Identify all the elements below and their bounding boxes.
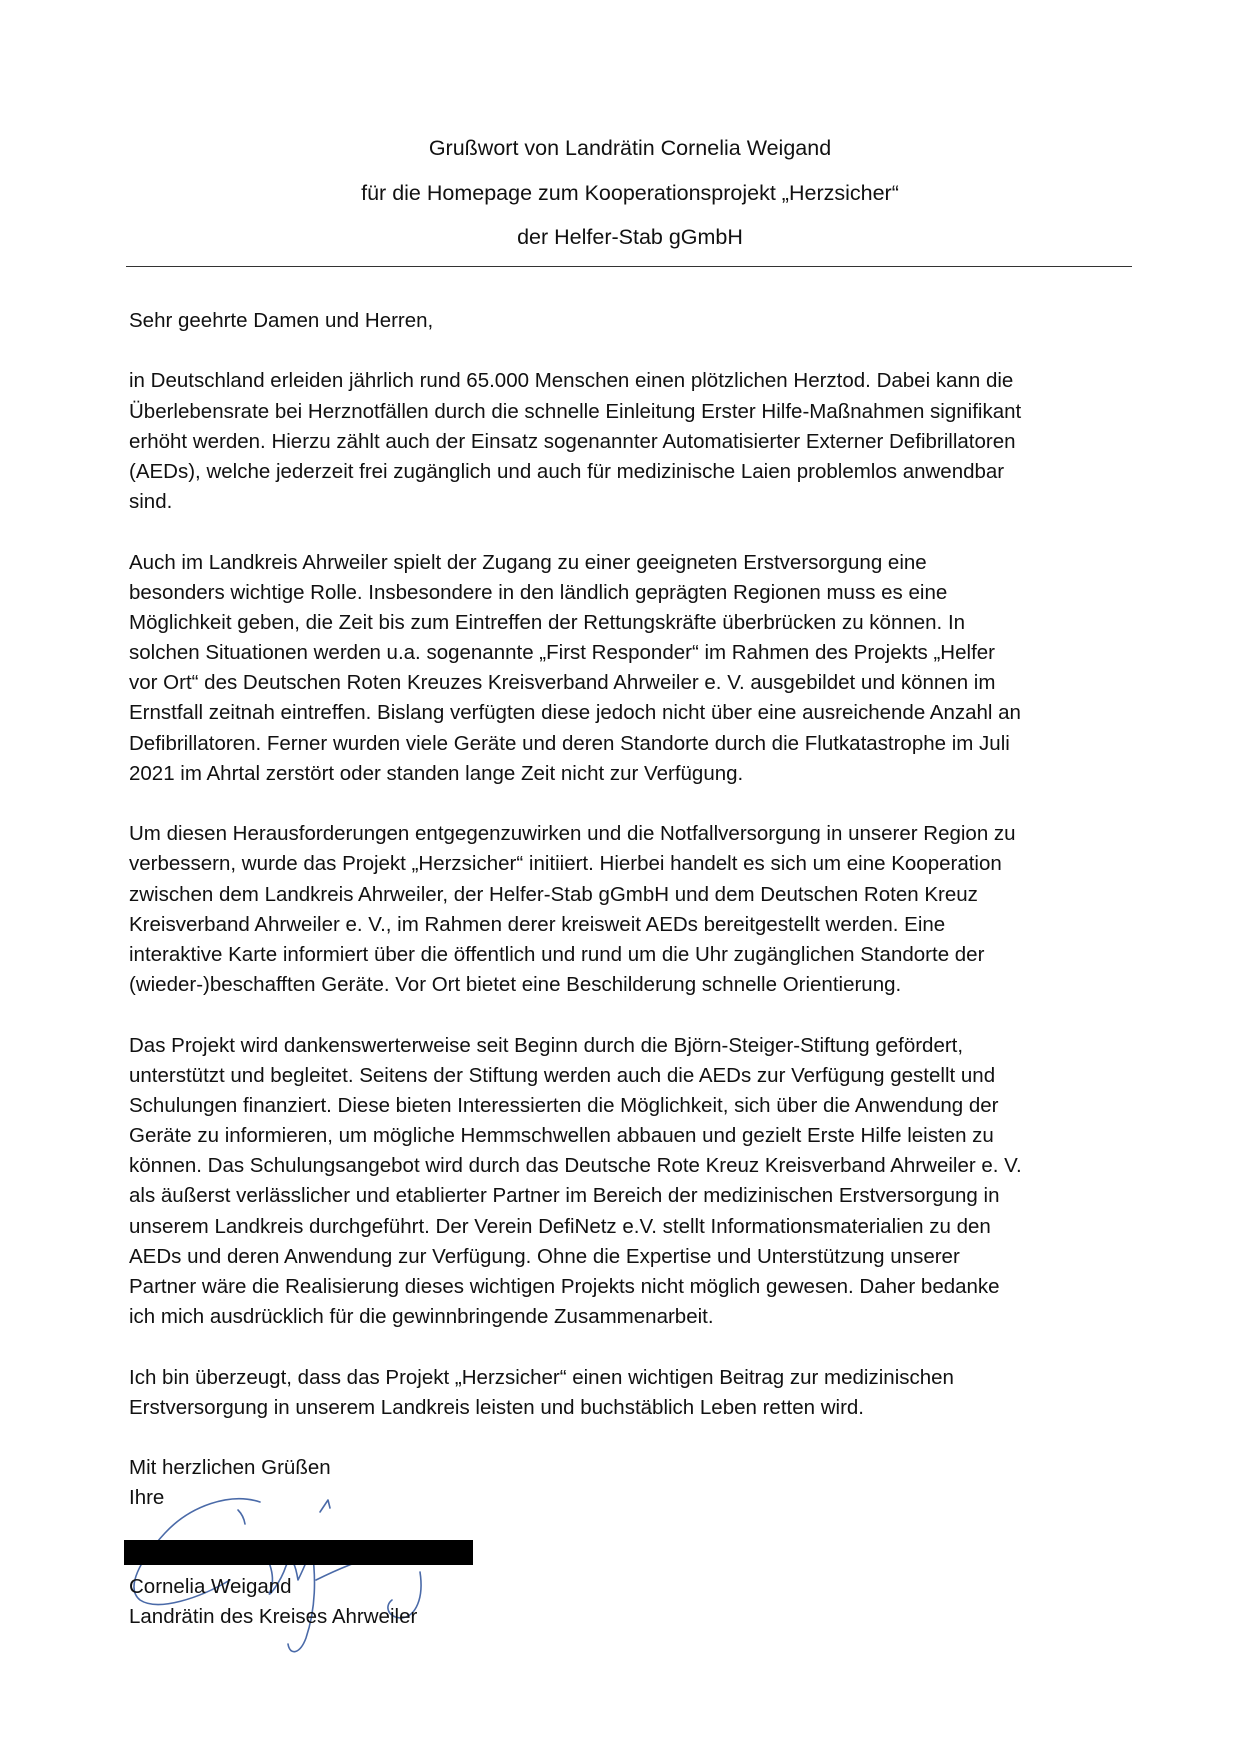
text-line: Das Projekt wird dankenswerterweise seit Beginn durch die Björn-Steiger-Stiftung gefördert, (129, 1033, 964, 1057)
header-divider (126, 266, 1132, 267)
signer-name: Cornelia Weigand (129, 1575, 292, 1598)
paragraph-4 (129, 1031, 1139, 1333)
text-line: verbessern, wurde das Projekt „Herzsicher“ initiiert. Hierbei handelt es sich um eine Kooperation (129, 852, 1002, 876)
text-line: zwischen dem Landkreis Ahrweiler, der Helfer-Stab gGmbH und dem Deutschen Roten Kreuz (129, 882, 978, 906)
header-subtitle: für die Homepage zum Kooperationsprojekt „Herzsicher“ (361, 180, 899, 205)
header-organization: der Helfer-Stab gGmbH (517, 225, 743, 249)
text-line: interaktive Karte informiert über die öffentlich und rund um die Uhr zugänglichen Standorte der (129, 942, 985, 966)
text-line: AEDs und deren Anwendung zur Verfügung. Ohne die Expertise und Unterstützung unserer (129, 1244, 960, 1268)
paragraph-gap (129, 336, 1139, 366)
signer-title: Landrätin des Kreises Ahrweiler (129, 1605, 418, 1629)
paragraph-gap (129, 517, 1139, 547)
text-line: in Deutschland erleiden jährlich rund 65.000 Menschen einen plötzlichen Herztod. Dabei kann die (129, 369, 1014, 393)
text-line: Ernstfall zeitnah eintreffen. Bislang verfügten diese jedoch nicht über eine ausreichende Anzahl an (129, 701, 1021, 725)
text-line: Erstversorgung in unserem Landkreis leisten und buchstäblich Leben retten wird. (129, 1395, 864, 1419)
paragraph-2 (129, 548, 1139, 790)
text-line: Überlebensrate bei Herznotfällen durch die schnelle Einleitung Erster Hilfe-Maßnahmen signifikant (129, 399, 1022, 423)
text-line: Partner wäre die Realisierung dieses wichtigen Projekts nicht möglich gewesen. Daher bedanke (129, 1275, 1000, 1298)
text-line: Kreisverband Ahrweiler e. V., im Rahmen derer kreisweit AEDs bereitgestellt werden. Eine (129, 912, 946, 936)
paragraph-gap (129, 789, 1139, 819)
text-line: ich mich ausdrücklich für die gewinnbringende Zusammenarbeit. (129, 1305, 714, 1329)
paragraph-gap (129, 1000, 1139, 1030)
text-line: Auch im Landkreis Ahrweiler spielt der Zugang zu einer geeigneten Erstversorgung eine (129, 550, 927, 574)
paragraph-5 (129, 1363, 1139, 1423)
closing-pronoun: Ihre (129, 1486, 165, 1510)
text-line: vor Ort“ des Deutschen Roten Kreuzes Kreisverband Ahrweiler e. V. ausgebildet und können im (129, 671, 996, 695)
paragraph-gap (129, 1423, 1139, 1453)
text-line: können. Das Schulungsangebot wird durch das Deutsche Rote Kreuz Kreisverband Ahrweiler e. V. (129, 1154, 1022, 1178)
text-line: Um diesen Herausforderungen entgegenzuwirken und die Notfallversorgung in unserer Region zu (129, 822, 1016, 846)
text-line: solchen Situationen werden u.a. sogenannte „First Responder“ im Rahmen des Projekts „Helfer (129, 641, 995, 665)
text-line: 2021 im Ahrtal zerstört oder standen lange Zeit nicht zur Verfügung. (129, 761, 744, 785)
text-line: unterstützt und begleitet. Seitens der Stiftung werden auch die AEDs zur Verfügung gestellt und (129, 1063, 996, 1087)
paragraph-gap (129, 1332, 1139, 1362)
text-line: Schulungen finanziert. Diese bieten Interessierten die Möglichkeit, sich über die Anwendung der (129, 1093, 999, 1117)
text-line: unserem Landkreis durchgeführt. Der Verein DefiNetz e.V. stellt Informationsmaterialien zu den (129, 1214, 991, 1238)
closing-greeting: Mit herzlichen Grüßen (129, 1456, 331, 1480)
paragraph-3 (129, 819, 1139, 1000)
text-line: Defibrillatoren. Ferner wurden viele Geräte und deren Standorte durch die Flutkatastrophe im Juli (129, 731, 1010, 755)
text-line: als äußerst verlässlicher und etablierter Partner im Bereich der medizinischen Erstversorgung in (129, 1184, 1000, 1208)
text-line: erhöht werden. Hierzu zählt auch der Einsatz sogenannter Automatisierter Externer Defibrillatoren (129, 429, 1016, 453)
text-line: (AEDs), welche jederzeit frei zugänglich und auch für medizinische Laien problemlos anwendbar (129, 459, 1005, 483)
text-line: Geräte zu informieren, um mögliche Hemmschwellen abbauen und gezielt Erste Hilfe leisten zu (129, 1124, 994, 1148)
header-title: Grußwort von Landrätin Cornelia Weigand (428, 136, 832, 160)
text-line: Ich bin überzeugt, dass das Projekt „Herzsicher“ einen wichtigen Beitrag zur medizinischen (129, 1365, 954, 1389)
salutation: Sehr geehrte Damen und Herren, (129, 309, 434, 332)
text-line: sind. (129, 490, 173, 514)
redaction-bar (124, 1540, 473, 1565)
text-line: (wieder-)beschafften Geräte. Vor Ort bietet eine Beschilderung schnelle Orientierung. (129, 973, 902, 997)
letter-body (129, 306, 1139, 1514)
text-line: besonders wichtige Rolle. Insbesondere in den ländlich geprägten Regionen muss es eine (129, 580, 948, 604)
text-line: Möglichkeit geben, die Zeit bis zum Eintreffen der Rettungskräfte überbrücken zu können. In (129, 610, 966, 634)
paragraph-1 (129, 366, 1139, 517)
signature-block (129, 1572, 417, 1632)
document-header (126, 134, 1134, 268)
